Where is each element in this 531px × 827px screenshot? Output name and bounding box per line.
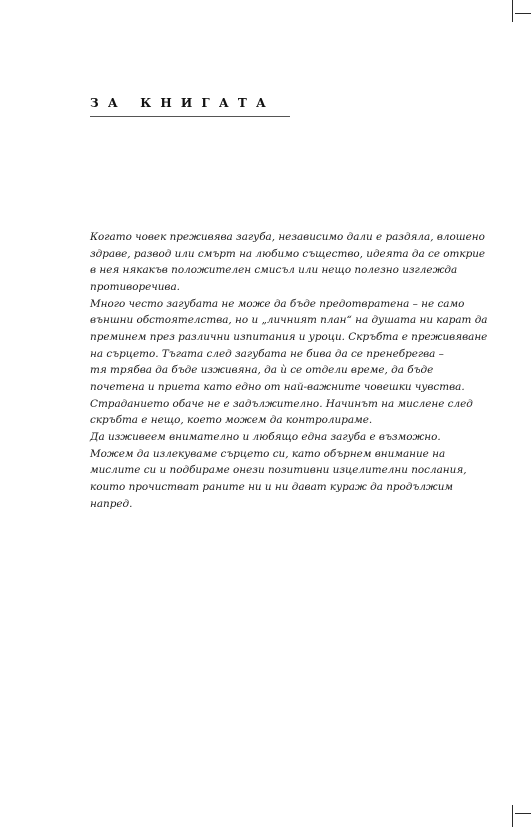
text-line: Когато човек преживява загуба, независимо дали е раздяла, влошено (90, 231, 485, 243)
crop-mark-bottom-right-horizontal (515, 813, 531, 814)
crop-mark-bottom-right-vertical (512, 805, 513, 827)
text-line: външни обстоятелства, но и „личният план“ на душата ни карат да (90, 314, 488, 327)
text-line: на сърцето. Тъгата след загубата не бива да се пренебрегва – (90, 347, 444, 360)
crop-mark-top-right-horizontal (515, 13, 531, 14)
text-line: почетена и приета като едно от най-важните човешки чувства. (90, 380, 465, 393)
text-line: противоречива. (90, 280, 180, 293)
text-line: Много често загубата не може да бъде предотвратена – не само (90, 297, 465, 310)
text-line: в нея някакъв положителен смисъл или нещо полезно изглежда (90, 264, 458, 277)
text-line: здраве, развод или смърт на любимо същество, идеята да се открие (90, 247, 486, 260)
text-line: скръбта е нещо, което можем да контролираме. (90, 414, 373, 427)
text-line: които прочистват раните ни и ни дават кураж да продължим (90, 480, 454, 493)
text-line: Можем да излекуваме сърцето си, като обърнем внимание на (90, 447, 446, 460)
heading-underline (90, 116, 290, 117)
text-line: Да изживеем внимателно и любящо една загуба е възможно. (90, 430, 441, 443)
text-line: преминем през различни изпитания и уроци. Скръбта е преживяване (90, 330, 488, 343)
section-heading: ЗА КНИГАТА (90, 96, 275, 110)
book-description (90, 229, 488, 512)
text-line: Страданието обаче не е задължително. Начинът на мислене след (90, 397, 473, 410)
text-line: мислите си и подбираме онези позитивни изцелителни послания, (90, 464, 467, 477)
crop-mark-top-right-vertical (512, 0, 513, 22)
text-line: тя трябва да бъде изживяна, да ѝ се отдели време, да бъде (90, 364, 434, 377)
text-line: напред. (90, 497, 133, 510)
